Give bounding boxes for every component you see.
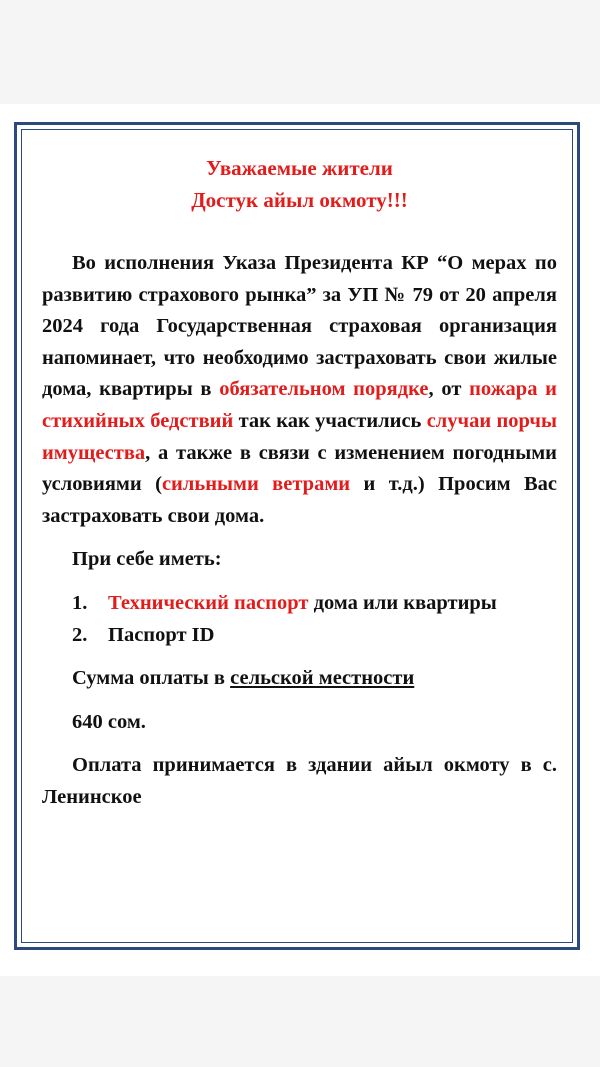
highlight-fire-disasters: пожара и стихийных бедствий [42,378,557,432]
payment-line [42,663,557,695]
title-line-2: Достук айыл окмоту!!! [191,188,408,212]
list-item [42,620,557,652]
highlight-strong-winds: сильными ветрами [161,473,351,496]
payment-label: Сумма оплаты в [72,667,225,690]
list-item-rest: дома или квартиры [313,591,497,614]
highlight-mandatory: обязательном порядке [219,378,429,401]
payment-location: сельской местности [230,667,415,690]
bring-heading: При себе иметь: [72,548,222,571]
main-intro: Во исполнения Указа Президента КР “О мерах по развитию страхового рынка” за УП № 79 от 20 апреля 2024 года Государственная страховая организация напоминает, что необходимо застраховать свои жилые дома, квартиры в [42,252,557,401]
main-mid-2: так как участились [238,409,422,432]
notice-title [42,152,557,216]
list-item [42,588,557,620]
payment-place: Оплата принимается в здании айыл окмоту в с. Ленинское [42,754,557,808]
list-item-number: 1. [72,591,88,614]
title-line-1: Уважаемые жители [206,156,393,180]
list-item-id-passport: Паспорт ID [108,623,215,646]
payment-amount: 640 сом. [72,710,146,733]
main-mid-1: , от [428,378,462,401]
main-mid-3: , а также в связи с изменением погодными условиями ( [42,441,557,496]
main-end: и т.д.) Просим Вас застраховать свои дома. [42,473,557,527]
notice-page [0,104,600,976]
notice-content [42,152,557,814]
list-item-tech-passport: Технический паспорт [108,591,309,614]
main-paragraph [42,248,557,532]
highlight-property-damage: случаи порчы имущества [42,409,557,464]
list-item-number: 2. [72,623,88,646]
